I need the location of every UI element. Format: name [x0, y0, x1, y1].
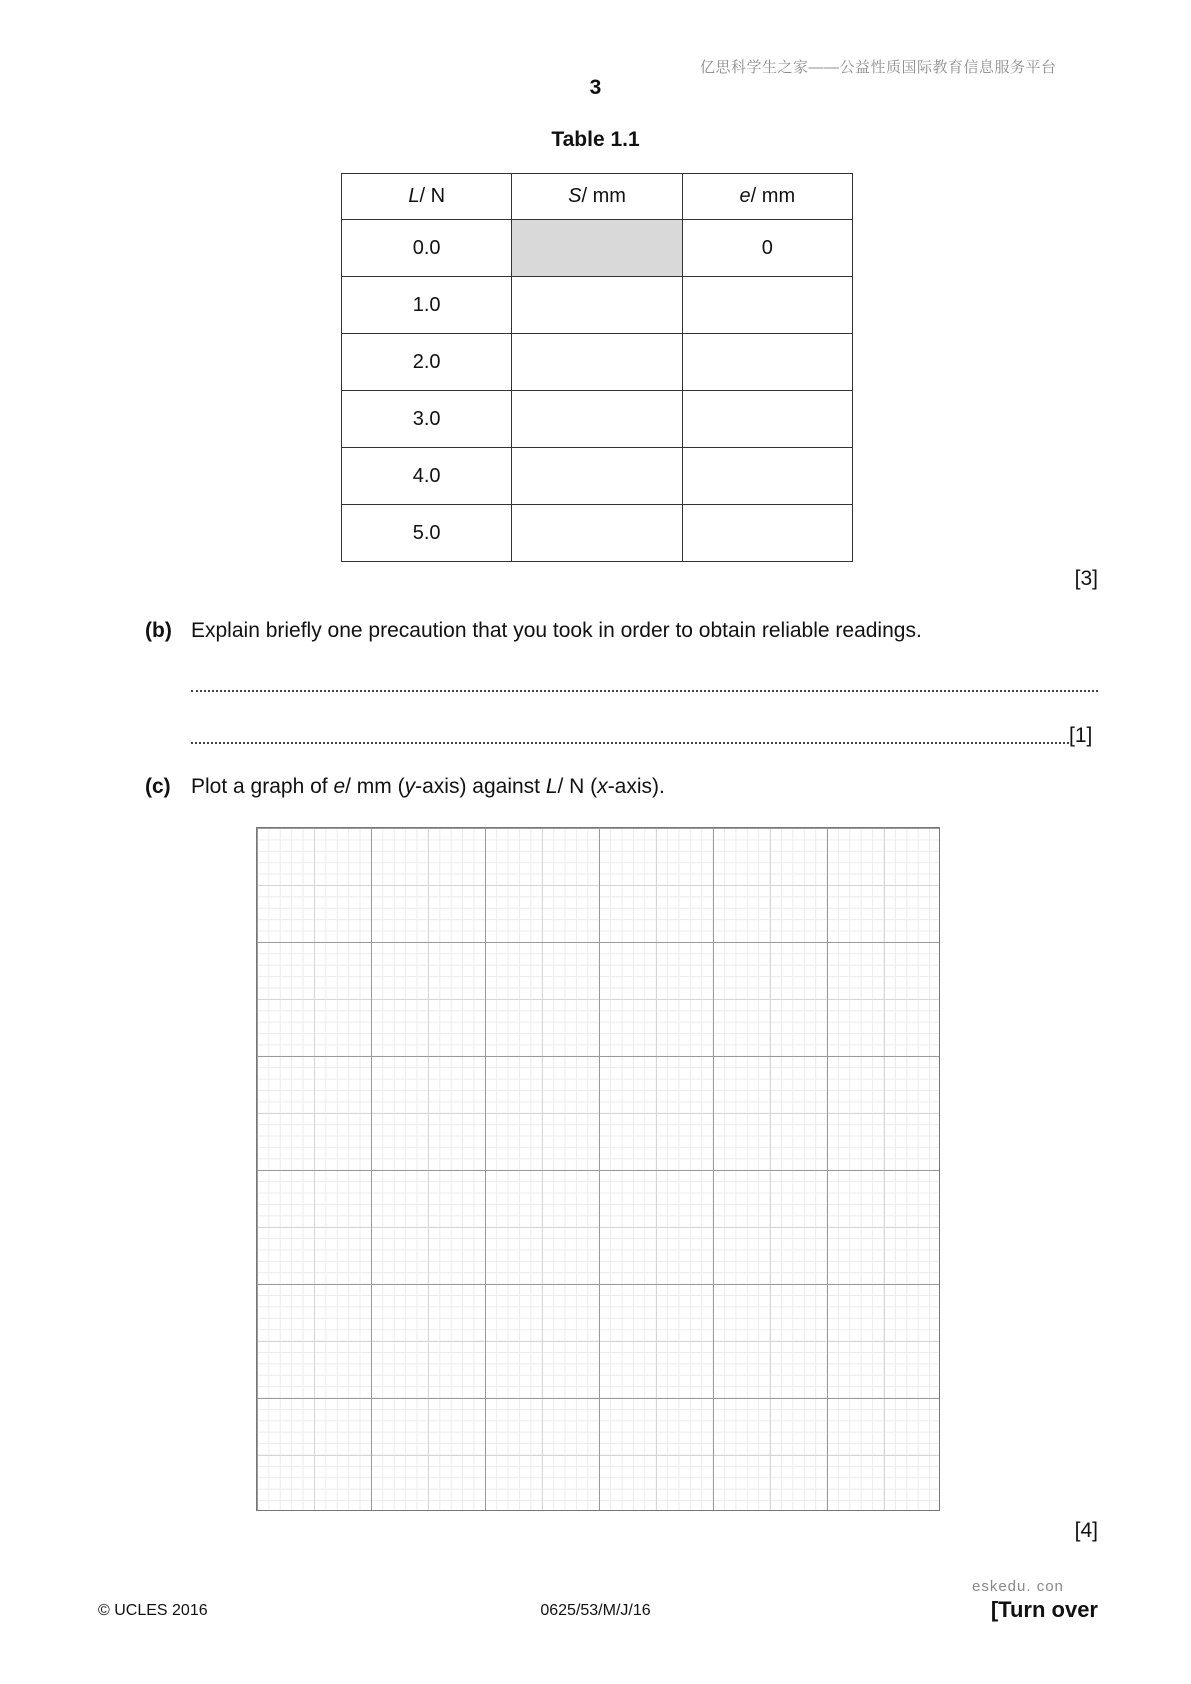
cell-extension[interactable] — [682, 448, 852, 505]
table-row — [342, 505, 853, 562]
cell-scale-reading[interactable] — [512, 334, 682, 391]
cell-scale-reading[interactable] — [512, 277, 682, 334]
question-b-text: Explain briefly one precaution that you took in order to obtain reliable readings. — [191, 619, 922, 642]
question-c-label: (c) — [145, 775, 171, 798]
cell-load: 2.0 — [342, 334, 512, 391]
cell-extension[interactable] — [682, 334, 852, 391]
cell-load: 4.0 — [342, 448, 512, 505]
cell-load: 3.0 — [342, 391, 512, 448]
question-c-marks: [4] — [1074, 1519, 1098, 1542]
table-caption: Table 1.1 — [551, 128, 640, 151]
header-extension: e/ mm — [682, 174, 852, 220]
table-marks: [3] — [1074, 567, 1098, 590]
cell-extension: 0 — [682, 220, 852, 277]
table-row — [342, 220, 853, 277]
page-number: 3 — [589, 76, 602, 99]
answer-line-2[interactable] — [191, 716, 1069, 744]
cell-scale-reading[interactable] — [512, 391, 682, 448]
results-table — [341, 173, 853, 562]
watermark-bottom: eskedu. con — [972, 1578, 1064, 1595]
cell-extension[interactable] — [682, 505, 852, 562]
question-b-marks: [1] — [1069, 724, 1093, 747]
header-scale-reading: S/ mm — [512, 174, 682, 220]
paper-code: 0625/53/M/J/16 — [540, 1602, 651, 1619]
cell-load: 0.0 — [342, 220, 512, 277]
watermark-top: 亿思科学生之家——公益性质国际教育信息服务平台 — [700, 59, 1057, 76]
cell-scale-reading[interactable] — [512, 505, 682, 562]
table-header-row — [342, 174, 853, 220]
table-row — [342, 448, 853, 505]
question-b-label: (b) — [145, 619, 172, 642]
cell-load: 1.0 — [342, 277, 512, 334]
table-row — [342, 391, 853, 448]
answer-line-1[interactable] — [191, 664, 1098, 692]
table-row — [342, 334, 853, 391]
table-row — [342, 277, 853, 334]
turn-over: [Turn over — [990, 1597, 1098, 1622]
cell-load: 5.0 — [342, 505, 512, 562]
cell-extension[interactable] — [682, 277, 852, 334]
cell-extension[interactable] — [682, 391, 852, 448]
question-c-text: Plot a graph of e/ mm (y-axis) against L/ N (x-axis). — [191, 775, 665, 798]
copyright: © UCLES 2016 — [98, 1602, 208, 1619]
cell-scale-reading-shaded — [512, 220, 682, 277]
header-load: L/ N — [342, 174, 512, 220]
graph-grid[interactable] — [256, 827, 940, 1511]
cell-scale-reading[interactable] — [512, 448, 682, 505]
